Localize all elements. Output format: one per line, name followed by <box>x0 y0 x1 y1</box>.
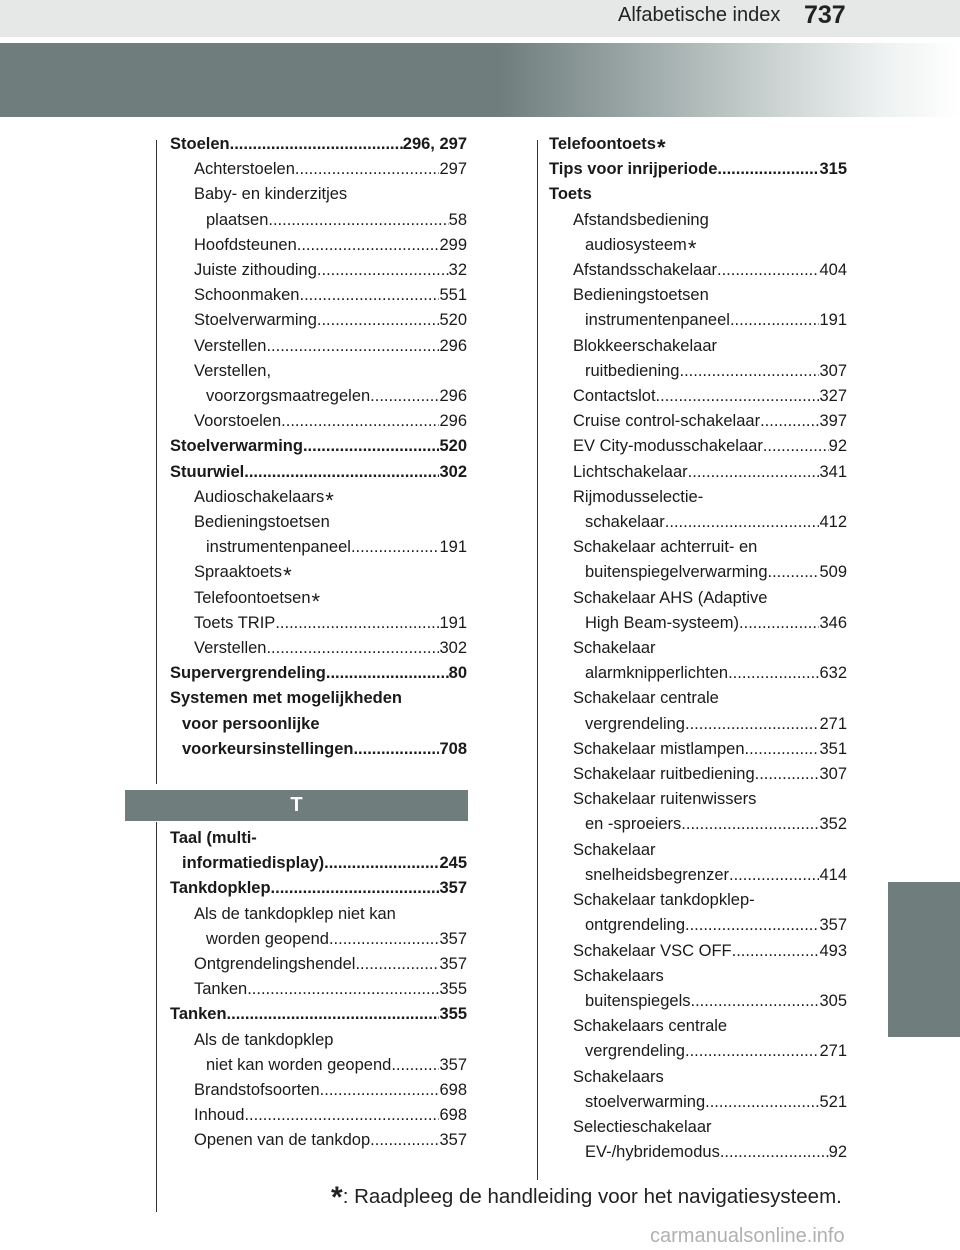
index-column-left <box>170 132 467 762</box>
index-entry <box>170 1103 467 1128</box>
index-entry-term: Selectieschakelaar <box>573 1117 712 1136</box>
index-entry-term: plaatsen <box>206 210 269 229</box>
index-entry-page: 296 <box>439 412 467 431</box>
column-rule-middle <box>537 140 538 1180</box>
index-entry <box>549 334 847 359</box>
dot-leader <box>688 460 820 485</box>
index-entry <box>549 838 847 863</box>
index-entry <box>170 1078 467 1103</box>
index-entry-page: 632 <box>819 664 847 683</box>
index-entry-page: 307 <box>819 361 847 380</box>
index-entry-page: 296 <box>439 387 467 406</box>
index-entry-term: Schakelaar <box>573 639 656 658</box>
index-entry-page: 191 <box>439 613 467 632</box>
footnote-star: * <box>656 135 666 160</box>
dot-leader <box>317 308 440 333</box>
index-entry-page: 297 <box>439 160 467 179</box>
dot-leader <box>728 661 819 686</box>
dot-leader <box>303 434 440 459</box>
index-entry-term: Contactslot <box>573 387 656 406</box>
index-entry <box>170 510 467 535</box>
footnote <box>331 1177 842 1214</box>
index-entry-term: Stoelverwarming <box>170 437 303 456</box>
footnote-star: * <box>283 563 292 589</box>
index-entry-page: 355 <box>439 980 467 999</box>
dot-leader <box>760 409 819 434</box>
dot-leader <box>685 913 819 938</box>
dot-leader <box>355 952 439 977</box>
index-entry <box>549 812 847 837</box>
dot-leader <box>681 812 819 837</box>
index-entry-term: Schakelaars centrale <box>573 1017 728 1036</box>
dot-leader <box>729 863 819 888</box>
index-entry <box>549 460 847 485</box>
index-entry <box>170 409 467 434</box>
index-entry <box>549 686 847 711</box>
index-entry-term: niet kan worden geopend <box>206 1055 392 1074</box>
index-entry <box>170 586 467 614</box>
dot-leader <box>351 535 440 560</box>
index-entry <box>170 157 467 182</box>
index-entry <box>549 737 847 762</box>
index-entry-term: Als de tankdopklep <box>194 1030 334 1049</box>
index-entry-term: Bedieningstoetsen <box>573 286 709 305</box>
index-entry-term: ruitbediening <box>585 361 680 380</box>
index-entry-term: Juiste zithouding <box>194 261 317 280</box>
index-entry-term: vergrendeling <box>585 1042 685 1061</box>
index-entry-page: 551 <box>439 286 467 305</box>
dot-leader <box>295 157 440 182</box>
dot-leader <box>266 334 439 359</box>
index-entry <box>549 762 847 787</box>
index-entry <box>170 927 467 952</box>
index-entry-page: 296 <box>439 336 467 355</box>
index-entry <box>170 712 467 737</box>
dot-leader <box>353 737 439 762</box>
footnote-star: * <box>311 588 321 614</box>
column-rule-left <box>156 140 157 784</box>
chapter-side-tab <box>888 882 960 1037</box>
index-entry <box>170 611 467 636</box>
index-entry <box>170 258 467 283</box>
index-entry-page: 414 <box>819 865 847 884</box>
index-entry <box>170 1002 467 1027</box>
dot-leader <box>717 258 819 283</box>
index-entry-term: instrumentenpaneel <box>585 311 730 330</box>
index-entry-term: Schakelaar VSC OFF <box>573 941 732 960</box>
index-entry-term: Tips voor inrijperiode <box>549 160 718 179</box>
page-title: Alfabetische index <box>618 4 781 26</box>
index-entry-term: Lichtschakelaar <box>573 462 688 481</box>
dot-leader <box>329 927 440 952</box>
index-entry <box>170 1028 467 1053</box>
index-entry <box>549 208 847 233</box>
index-entry-page: 296, 297 <box>402 135 467 153</box>
index-entry-term: Openen van de tankdop <box>194 1131 371 1150</box>
index-entry-page: 346 <box>819 613 847 632</box>
index-entry-term: snelheidsbegrenzer <box>585 865 730 884</box>
index-entry-page: 698 <box>439 1081 467 1100</box>
index-entry <box>170 334 467 359</box>
index-entry <box>549 182 847 207</box>
index-entry-page: 92 <box>828 1143 847 1162</box>
index-entry-page: 92 <box>828 437 847 456</box>
index-entry <box>549 787 847 812</box>
index-entry <box>549 1014 847 1039</box>
index-entry <box>170 826 467 851</box>
index-entry-term: voor persoonlijke <box>182 714 320 733</box>
index-entry-term: alarmknipperlichten <box>585 664 729 683</box>
index-entry <box>170 208 467 233</box>
index-entry-term: Ontgrendelingshendel <box>194 955 356 974</box>
dot-leader <box>230 132 403 157</box>
index-entry <box>549 434 847 459</box>
index-entry <box>549 1090 847 1115</box>
index-entry <box>549 258 847 283</box>
index-entry <box>549 384 847 409</box>
index-entry <box>170 485 467 513</box>
index-entry-page: 509 <box>819 563 847 582</box>
dot-leader <box>326 661 449 686</box>
index-entry <box>170 434 467 459</box>
index-entry-term: Tankdopklep <box>170 879 271 898</box>
dot-leader <box>730 308 820 333</box>
index-entry-term: Bedieningstoetsen <box>194 513 330 532</box>
index-entry <box>549 359 847 384</box>
index-entry-page: 493 <box>819 941 847 960</box>
index-entry-term: Brandstofsoorten <box>194 1081 320 1100</box>
index-entry <box>549 939 847 964</box>
index-entry <box>549 560 847 585</box>
index-entry-page: 351 <box>819 739 847 758</box>
index-entry-term: Stoelverwarming <box>194 311 317 330</box>
index-entry-page: 355 <box>439 1005 467 1024</box>
section-letter-bar: T <box>125 790 468 821</box>
dot-leader <box>370 384 439 409</box>
index-entry-term: audiosysteem <box>585 235 687 254</box>
index-entry <box>549 510 847 535</box>
index-entry-page: 341 <box>819 462 847 481</box>
index-entry-term: Cruise control-schakelaar <box>573 412 761 431</box>
index-entry-term: Verstellen <box>194 336 267 355</box>
dot-leader <box>300 283 440 308</box>
index-entry-page: 404 <box>819 261 847 280</box>
index-entry-term: Inhoud <box>194 1106 245 1125</box>
index-entry-term: Supervergrendeling <box>170 664 326 683</box>
dot-leader <box>244 460 439 485</box>
index-entry-term: Als de tankdopklep niet kan <box>194 904 396 923</box>
index-entry <box>549 863 847 888</box>
index-entry <box>170 661 467 686</box>
index-entry-term: Afstandsbediening <box>573 210 709 229</box>
dot-leader <box>247 977 439 1002</box>
index-column-left-t <box>170 826 467 1154</box>
index-entry <box>170 308 467 333</box>
index-entry-term: Schakelaars <box>573 966 664 985</box>
index-entry <box>549 586 847 611</box>
index-entry-term: Schakelaar AHS (Adaptive <box>573 588 768 607</box>
dot-leader <box>275 611 439 636</box>
index-entry-page: 521 <box>819 1092 847 1111</box>
index-entry <box>170 132 467 157</box>
index-entry <box>549 611 847 636</box>
index-entry <box>170 460 467 485</box>
dot-leader <box>705 1090 819 1115</box>
index-entry-term: Telefoontoetsen <box>194 588 311 607</box>
index-entry-term: Blokkeerschakelaar <box>573 336 717 355</box>
index-entry-page: 305 <box>819 991 847 1010</box>
footnote-marker: * <box>331 1181 343 1214</box>
index-entry <box>549 409 847 434</box>
index-entry <box>549 636 847 661</box>
index-entry-term: Stoelen <box>170 135 230 153</box>
index-entry <box>549 1039 847 1064</box>
index-entry <box>170 233 467 258</box>
dot-leader <box>297 233 440 258</box>
index-entry-term: Schakelaar ruitbediening <box>573 765 755 784</box>
dot-leader <box>317 258 449 283</box>
index-entry-term: Spraaktoets <box>194 563 283 582</box>
index-entry-term: Schakelaar <box>573 840 656 859</box>
index-entry-term: Rijmodusselectie- <box>573 487 704 506</box>
index-entry-term: Tanken <box>170 1005 227 1024</box>
index-entry-page: 357 <box>819 916 847 935</box>
index-entry-term: Verstellen, <box>194 361 272 380</box>
dot-leader <box>755 762 820 787</box>
index-entry-term: vergrendeling <box>585 714 685 733</box>
dot-leader <box>370 1128 439 1153</box>
index-entry <box>549 1115 847 1140</box>
index-entry <box>549 888 847 913</box>
index-entry <box>549 1140 847 1165</box>
index-entry-page: 302 <box>439 639 467 658</box>
index-entry <box>170 283 467 308</box>
dot-leader <box>685 712 819 737</box>
footnote-text: : Raadpleeg de handleiding voor het navigatiesysteem. <box>342 1185 842 1208</box>
index-entry-term: informatiedisplay) <box>182 854 325 873</box>
index-entry-page: 520 <box>439 311 467 330</box>
index-entry-page: 357 <box>439 929 467 948</box>
page-number: 737 <box>804 1 846 29</box>
index-entry <box>170 686 467 711</box>
index-entry-term: ontgrendeling <box>585 916 685 935</box>
index-entry <box>170 851 467 876</box>
index-entry <box>170 1128 467 1153</box>
index-entry-term: Schakelaar mistlampen <box>573 739 745 758</box>
index-entry-page: 357 <box>439 955 467 974</box>
dot-leader <box>266 636 439 661</box>
index-entry <box>170 737 467 762</box>
index-entry-term: voorzorgsmaatregelen <box>206 387 371 406</box>
index-entry <box>170 535 467 560</box>
index-entry-term: EV-/hybridemodus <box>585 1143 720 1162</box>
header-banner <box>0 43 960 117</box>
dot-leader <box>717 157 819 182</box>
index-entry-term: Schoonmaken <box>194 286 300 305</box>
index-entry-term: worden geopend <box>206 929 329 948</box>
dot-leader <box>685 1039 819 1064</box>
dot-leader <box>271 876 440 901</box>
index-entry <box>170 636 467 661</box>
dot-leader <box>732 939 820 964</box>
index-entry <box>549 964 847 989</box>
index-entry-term: Schakelaar achterruit- en <box>573 538 758 557</box>
footnote-star: * <box>687 235 697 261</box>
index-entry-page: 302 <box>439 462 467 481</box>
index-entry-term: Audioschakelaars <box>194 487 325 506</box>
index-entry-term: Schakelaar centrale <box>573 689 719 708</box>
dot-leader <box>227 1002 440 1027</box>
index-entry-page: 412 <box>819 513 847 532</box>
dot-leader <box>680 359 820 384</box>
dot-leader <box>320 1078 440 1103</box>
index-entry <box>170 1053 467 1078</box>
index-entry-term: instrumentenpaneel <box>206 538 351 557</box>
index-entry <box>549 989 847 1014</box>
index-entry-term: Schakelaar ruitenwissers <box>573 790 757 809</box>
dot-leader <box>720 1140 829 1165</box>
index-entry-term: Afstandsschakelaar <box>573 261 717 280</box>
index-entry-page: 698 <box>439 1106 467 1125</box>
index-entry-term: Hoofdsteunen <box>194 235 297 254</box>
index-entry-page: 357 <box>439 879 467 898</box>
index-entry <box>549 283 847 308</box>
dot-leader <box>324 851 439 876</box>
index-entry-term: Telefoontoets <box>549 135 656 153</box>
footnote-star: * <box>325 487 334 513</box>
dot-leader <box>739 611 819 636</box>
index-entry-term: buitenspiegels <box>585 991 691 1010</box>
index-entry-term: EV City-modusschakelaar <box>573 437 763 456</box>
index-entry-page: 191 <box>439 538 467 557</box>
index-entry-page: 271 <box>819 714 847 733</box>
index-entry <box>549 308 847 333</box>
index-entry-term: Systemen met mogelijkheden <box>170 689 402 708</box>
index-entry-term: Toets <box>549 185 592 204</box>
index-entry-page: 357 <box>439 1055 467 1074</box>
index-entry <box>170 182 467 207</box>
index-entry <box>170 359 467 384</box>
dot-leader <box>763 434 829 459</box>
index-entry-term: Schakelaars <box>573 1067 664 1086</box>
index-entry-page: 352 <box>819 815 847 834</box>
index-entry <box>170 876 467 901</box>
index-entry <box>549 535 847 560</box>
dot-leader <box>268 208 448 233</box>
index-entry-term: Voorstoelen <box>194 412 282 431</box>
index-entry-page: 271 <box>819 1042 847 1061</box>
index-entry-term: Tanken <box>194 980 248 999</box>
index-entry-page: 327 <box>819 387 847 406</box>
index-entry-term: Taal (multi- <box>170 829 257 847</box>
index-entry-term: Baby- en kinderzitjes <box>194 185 348 204</box>
index-entry <box>170 952 467 977</box>
index-entry <box>170 977 467 1002</box>
index-entry-page: 315 <box>819 160 847 179</box>
index-entry-page: 307 <box>819 765 847 784</box>
index-entry <box>170 560 467 589</box>
index-column-right <box>549 132 847 1165</box>
index-entry-page: 245 <box>439 854 467 873</box>
index-entry-term: High Beam-systeem) <box>585 613 740 632</box>
index-entry <box>549 233 847 261</box>
index-entry <box>549 1065 847 1090</box>
index-entry-page: 58 <box>448 210 467 229</box>
index-entry <box>549 132 847 160</box>
index-entry <box>170 384 467 409</box>
index-entry-term: en -sproeiers <box>585 815 682 834</box>
dot-leader <box>665 510 820 535</box>
dot-leader <box>768 560 820 585</box>
index-entry <box>549 913 847 938</box>
dot-leader <box>745 737 820 762</box>
index-entry <box>549 712 847 737</box>
index-entry <box>549 485 847 510</box>
dot-leader <box>244 1103 439 1128</box>
index-entry-term: Schakelaar tankdopklep- <box>573 891 755 910</box>
index-entry-page: 520 <box>439 437 467 456</box>
index-entry <box>549 157 847 182</box>
index-entry-term: Stuurwiel <box>170 462 245 481</box>
index-entry-term: Toets TRIP <box>194 613 276 632</box>
index-entry-term: Verstellen <box>194 639 267 658</box>
dot-leader <box>281 409 439 434</box>
watermark: carmanualsonline.info <box>650 1225 845 1247</box>
index-entry-term: buitenspiegelverwarming <box>585 563 768 582</box>
dot-leader <box>691 989 820 1014</box>
index-entry-page: 299 <box>439 235 467 254</box>
index-entry-page: 32 <box>448 261 467 280</box>
index-entry <box>549 661 847 686</box>
index-entry <box>170 902 467 927</box>
index-entry-page: 708 <box>439 739 467 758</box>
index-entry-page: 80 <box>448 664 467 683</box>
index-entry-term: schakelaar <box>585 513 665 532</box>
index-entry-page: 191 <box>819 311 847 330</box>
index-entry-term: stoelverwarming <box>585 1092 706 1111</box>
dot-leader <box>391 1053 439 1078</box>
index-entry-term: voorkeursinstellingen <box>182 739 354 758</box>
index-entry-page: 397 <box>819 412 847 431</box>
column-rule-left-lower <box>156 822 157 1212</box>
index-entry-term: Achterstoelen <box>194 160 295 179</box>
index-entry-page: 357 <box>439 1131 467 1150</box>
dot-leader <box>656 384 820 409</box>
